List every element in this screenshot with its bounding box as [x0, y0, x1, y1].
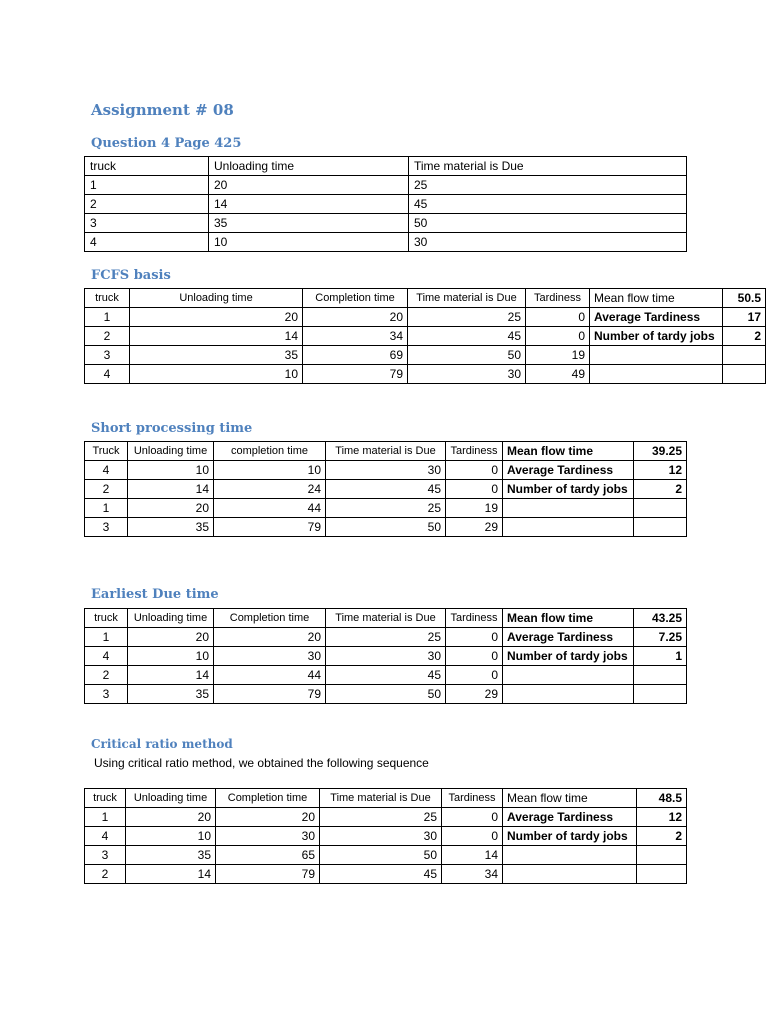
column-header: Tardiness — [442, 789, 503, 808]
table-cell: 30 — [409, 233, 687, 252]
table-cell: 45 — [326, 480, 446, 499]
table-cell: 2 — [85, 327, 130, 346]
table-row — [85, 865, 687, 884]
table-cell: 30 — [214, 647, 326, 666]
table-header-row — [85, 289, 766, 308]
column-header: Time material is Due — [326, 442, 446, 461]
table-row — [85, 518, 687, 537]
table-cell: 20 — [128, 628, 214, 647]
table-row — [85, 365, 766, 384]
table-cell: 79 — [214, 518, 326, 537]
summary-label: Mean flow time — [503, 789, 637, 808]
fcfs-heading: FCFS basis — [91, 268, 171, 283]
column-header: Completion time — [216, 789, 320, 808]
table-cell: 4 — [85, 365, 130, 384]
table-cell: 49 — [526, 365, 590, 384]
edd-heading: Earliest Due time — [91, 587, 219, 602]
column-header: truck — [85, 789, 126, 808]
table-cell: 10 — [128, 647, 214, 666]
table-row — [85, 499, 687, 518]
table-cell: 0 — [526, 308, 590, 327]
table-cell: 0 — [446, 480, 503, 499]
empty-cell — [723, 365, 766, 384]
summary-label: Mean flow time — [503, 609, 634, 628]
empty-cell — [503, 846, 637, 865]
empty-cell — [723, 346, 766, 365]
table-cell: 3 — [85, 685, 128, 704]
summary-value: 12 — [634, 461, 687, 480]
empty-cell — [637, 846, 687, 865]
table-cell: 14 — [442, 846, 503, 865]
summary-value: 2 — [634, 480, 687, 499]
summary-value: 2 — [723, 327, 766, 346]
table-cell: 30 — [326, 461, 446, 480]
table-header-row — [85, 789, 687, 808]
empty-cell — [634, 685, 687, 704]
empty-cell — [637, 865, 687, 884]
column-header: Truck — [85, 442, 128, 461]
table-cell: 30 — [326, 647, 446, 666]
table-row — [85, 808, 687, 827]
table-cell: 4 — [85, 461, 128, 480]
table-header-row — [85, 442, 687, 461]
table-cell: 20 — [214, 628, 326, 647]
table-row — [85, 628, 687, 647]
summary-label: Average Tardiness — [503, 628, 634, 647]
table-cell: 1 — [85, 176, 209, 195]
table-cell: 0 — [446, 647, 503, 666]
summary-value: 7.25 — [634, 628, 687, 647]
column-header: Unloading time — [128, 442, 214, 461]
table-row — [85, 846, 687, 865]
page-title: Assignment # 08 — [91, 101, 234, 119]
table-cell: 3 — [85, 214, 209, 233]
table-cell: 30 — [216, 827, 320, 846]
table-cell: 0 — [526, 327, 590, 346]
table-cell: 69 — [303, 346, 408, 365]
critical-ratio-table — [84, 788, 687, 884]
table-cell: 34 — [303, 327, 408, 346]
table-cell: 20 — [216, 808, 320, 827]
table-cell: 2 — [85, 865, 126, 884]
column-header: Unloading time — [126, 789, 216, 808]
table-header-row — [85, 157, 687, 176]
summary-label: Number of tardy jobs — [503, 480, 634, 499]
table-cell: 2 — [85, 195, 209, 214]
edd-table — [84, 608, 687, 704]
column-header: completion time — [214, 442, 326, 461]
table-cell: 50 — [408, 346, 526, 365]
table-cell: 79 — [214, 685, 326, 704]
table-cell: 79 — [216, 865, 320, 884]
summary-label: Average Tardiness — [503, 808, 637, 827]
column-header: Completion time — [303, 289, 408, 308]
table-cell: 0 — [446, 666, 503, 685]
table-cell: 35 — [128, 518, 214, 537]
summary-label: Number of tardy jobs — [590, 327, 723, 346]
summary-value: 50.5 — [723, 289, 766, 308]
table-cell: 30 — [408, 365, 526, 384]
table-cell: 29 — [446, 518, 503, 537]
table-cell: 35 — [126, 846, 216, 865]
table-row — [85, 461, 687, 480]
table-cell: 50 — [320, 846, 442, 865]
summary-value: 2 — [637, 827, 687, 846]
table-row — [85, 195, 687, 214]
table-row — [85, 647, 687, 666]
table-cell: 20 — [130, 308, 303, 327]
summary-label: Average Tardiness — [503, 461, 634, 480]
empty-cell — [590, 365, 723, 384]
table-cell: 10 — [214, 461, 326, 480]
table-row — [85, 176, 687, 195]
table-cell: 1 — [85, 808, 126, 827]
table-cell: 19 — [446, 499, 503, 518]
table-cell: 29 — [446, 685, 503, 704]
column-header: Tardiness — [446, 609, 503, 628]
table-header-row — [85, 609, 687, 628]
column-header: Unloading time — [128, 609, 214, 628]
column-header: Unloading time — [209, 157, 409, 176]
empty-cell — [503, 518, 634, 537]
table-cell: 25 — [326, 499, 446, 518]
empty-cell — [503, 865, 637, 884]
table-cell: 14 — [209, 195, 409, 214]
table-row — [85, 214, 687, 233]
question-heading: Question 4 Page 425 — [91, 136, 242, 151]
summary-label: Number of tardy jobs — [503, 827, 637, 846]
column-header: Tardiness — [526, 289, 590, 308]
table-cell: 14 — [128, 666, 214, 685]
column-header: Unloading time — [130, 289, 303, 308]
empty-cell — [634, 499, 687, 518]
table-cell: 30 — [320, 827, 442, 846]
table-cell: 3 — [85, 846, 126, 865]
table-row — [85, 233, 687, 252]
table-cell: 50 — [326, 685, 446, 704]
spt-table — [84, 441, 687, 537]
table-cell: 45 — [408, 327, 526, 346]
table-cell: 20 — [303, 308, 408, 327]
table-cell: 44 — [214, 499, 326, 518]
table-cell: 14 — [126, 865, 216, 884]
column-header: truck — [85, 289, 130, 308]
table-cell: 1 — [85, 628, 128, 647]
summary-value: 1 — [634, 647, 687, 666]
table-cell: 0 — [442, 808, 503, 827]
summary-value: 48.5 — [637, 789, 687, 808]
table-cell: 25 — [409, 176, 687, 195]
summary-value: 43.25 — [634, 609, 687, 628]
table-cell: 24 — [214, 480, 326, 499]
critical-ratio-heading: Critical ratio method — [91, 737, 233, 751]
table-row — [85, 346, 766, 365]
table-row — [85, 480, 687, 499]
table-cell: 20 — [126, 808, 216, 827]
table-row — [85, 308, 766, 327]
empty-cell — [634, 666, 687, 685]
column-header: Time material is Due — [409, 157, 687, 176]
empty-cell — [503, 685, 634, 704]
table-cell: 35 — [128, 685, 214, 704]
table-cell: 4 — [85, 233, 209, 252]
summary-value: 12 — [637, 808, 687, 827]
table-cell: 50 — [326, 518, 446, 537]
table-cell: 25 — [326, 628, 446, 647]
table-cell: 3 — [85, 518, 128, 537]
table-cell: 2 — [85, 666, 128, 685]
table-cell: 50 — [409, 214, 687, 233]
table-cell: 45 — [320, 865, 442, 884]
spt-heading: Short processing time — [91, 421, 253, 436]
table-cell: 1 — [85, 308, 130, 327]
table-cell: 1 — [85, 499, 128, 518]
column-header: truck — [85, 609, 128, 628]
table-cell: 45 — [409, 195, 687, 214]
table-cell: 10 — [130, 365, 303, 384]
table-cell: 0 — [446, 461, 503, 480]
table-cell: 0 — [446, 628, 503, 647]
summary-value: 39.25 — [634, 442, 687, 461]
table-cell: 4 — [85, 647, 128, 666]
table-cell: 35 — [209, 214, 409, 233]
table-cell: 2 — [85, 480, 128, 499]
table-cell: 10 — [128, 461, 214, 480]
column-header: Time material is Due — [326, 609, 446, 628]
table-cell: 20 — [128, 499, 214, 518]
table-cell: 4 — [85, 827, 126, 846]
table-cell: 10 — [126, 827, 216, 846]
empty-cell — [590, 346, 723, 365]
table-row — [85, 666, 687, 685]
table-cell: 35 — [130, 346, 303, 365]
question-table — [84, 156, 687, 252]
table-cell: 25 — [320, 808, 442, 827]
column-header: truck — [85, 157, 209, 176]
column-header: Time material is Due — [408, 289, 526, 308]
column-header: Time material is Due — [320, 789, 442, 808]
summary-label: Number of tardy jobs — [503, 647, 634, 666]
table-row — [85, 685, 687, 704]
fcfs-table — [84, 288, 766, 384]
table-row — [85, 327, 766, 346]
column-header: Completion time — [214, 609, 326, 628]
summary-value: 17 — [723, 308, 766, 327]
empty-cell — [634, 518, 687, 537]
table-cell: 14 — [128, 480, 214, 499]
table-row — [85, 827, 687, 846]
critical-ratio-intro: Using critical ratio method, we obtained the following sequence — [94, 756, 429, 770]
table-cell: 44 — [214, 666, 326, 685]
table-cell: 25 — [408, 308, 526, 327]
table-cell: 79 — [303, 365, 408, 384]
table-cell: 3 — [85, 346, 130, 365]
table-cell: 20 — [209, 176, 409, 195]
table-cell: 10 — [209, 233, 409, 252]
column-header: Tardiness — [446, 442, 503, 461]
table-cell: 45 — [326, 666, 446, 685]
empty-cell — [503, 499, 634, 518]
summary-label: Mean flow time — [503, 442, 634, 461]
table-cell: 0 — [442, 827, 503, 846]
summary-label: Mean flow time — [590, 289, 723, 308]
empty-cell — [503, 666, 634, 685]
summary-label: Average Tardiness — [590, 308, 723, 327]
table-cell: 34 — [442, 865, 503, 884]
table-cell: 19 — [526, 346, 590, 365]
table-cell: 14 — [130, 327, 303, 346]
table-cell: 65 — [216, 846, 320, 865]
